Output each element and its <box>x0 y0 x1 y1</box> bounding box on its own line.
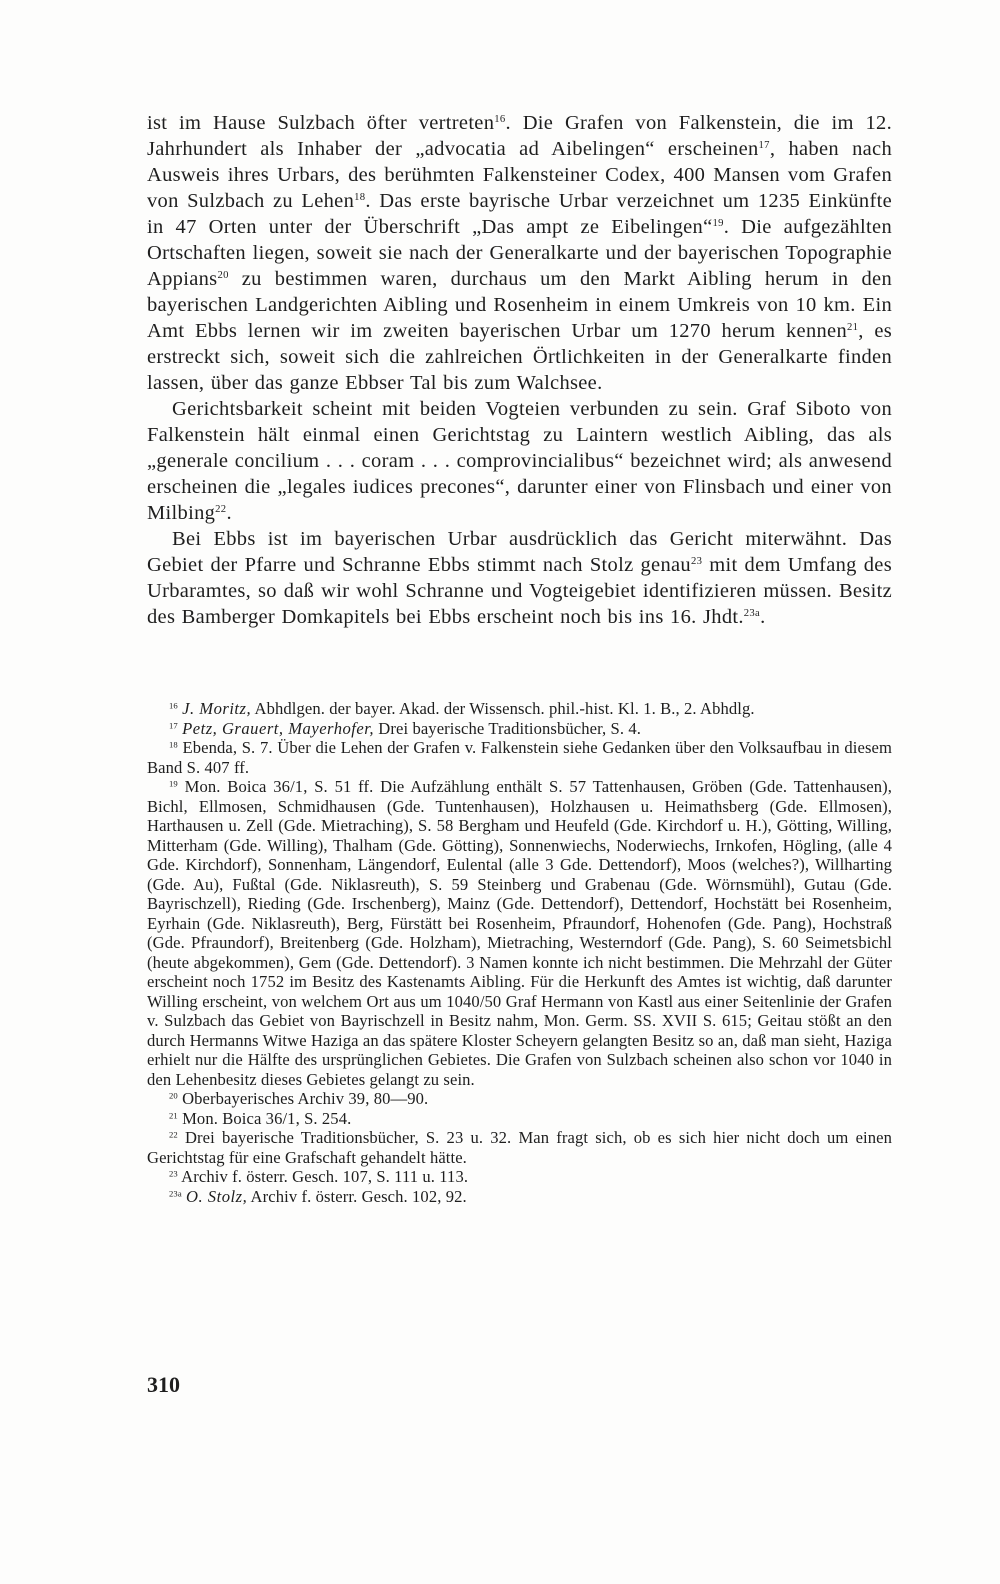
footnote-number: 16 <box>169 700 178 711</box>
text-run: , haben nach Ausweis ihres Urbars, des berühmten Falkensteiner Codex, 400 Mansen vom Grafen von Sulzbach zu Lehen <box>147 138 892 212</box>
footnote-text: Oberbayerisches Archiv 39, 80—90. <box>182 1089 429 1108</box>
footnote <box>147 699 892 719</box>
footnote-text: Abhdlgen. der bayer. Akad. der Wissensch. phil.-hist. Kl. 1. B., 2. Abhdlg. <box>251 699 755 718</box>
footnote-ref[interactable]: 16 <box>494 114 506 126</box>
footnote-ref[interactable]: 21 <box>847 322 859 334</box>
footnote <box>147 777 892 1089</box>
footnote-ref[interactable]: 22 <box>215 504 227 516</box>
footnotes <box>147 699 892 1206</box>
footnote <box>147 1128 892 1167</box>
footnote-ref[interactable]: 23 <box>690 556 703 568</box>
footnote-text: Drei bayerische Traditionsbücher, S. 4. <box>374 718 642 738</box>
page-number: 310 <box>147 1372 180 1397</box>
text-run: Gerichtsbarkeit scheint mit beiden Vogteien verbunden zu sein. Graf Siboto von Falkenstein hält einmal einen Gerichtstag zu Laintern westlich Aibling, das als „generale concilium . . . coram . . . comprovincialibus“ bezeichnet wird; als anwesend erscheinen die „legales iudices precones“, darunter einer von Flinsbach und einer von Milbing <box>147 398 892 524</box>
footnote-number: 23a <box>169 1187 182 1198</box>
footnote <box>147 1109 892 1129</box>
text-run: . Die Grafen von Falkenstein, die im 12. Jahrhundert als Inhaber der „advocatia ad Aibelingen“ erscheinen <box>147 112 892 160</box>
footnote <box>147 1187 892 1207</box>
footnote-text: Mon. Boica 36/1, S. 51 ff. Die Aufzählung enthält S. 57 Tattenhausen, Gröben (Gde. Tattenhausen), Bichl, Ellmosen, Schmidhausen (Gde. Tuntenhausen), Holzhausen u. Heimathsberg (Gde. Ellmosen), Harthausen u. Zell (Gde. Mietraching), S. 58 Bergham und Heufeld (Gde. Kirchdorf u. H.), Götting, Willing, Mitterham (Gde. Willing), Thalham (Gde. Götting), Sonnenwiechs, Noderwiechs, Irnkofen, Högling, (alle 4 Gde. Kirchdorf), Sonnenham, Längendorf, Eulental (alle 3 Gde. Dettendorf), Moos (welches?), Willharting (Gde. Au), Fußtal (Gde. Niklasreuth), S. 59 Steinberg und Grabenau (Gde. Wörnsmühl), Gutau (Gde. Bayrischzell), Rieding (Gde. Irschenberg), Mainz (Gde. Dettendorf), Dettendorf, Hochstätt bei Rosenheim, Eyrhain (Gde. Niklasreuth), Berg, Fürstätt bei Rosenheim, Pfraundorf, Hohenofen (Gde. Pang), Hochstraß (Gde. Pfraundorf), Breitenberg (Gde. Holzham), Mietraching, Westerndorf (Gde. Pang), S. 60 Seimetsbichl (heute abgekommen), Gem (Gde. Dettendorf). 3 Namen konnte ich nicht bestimmen. Die Mehrzahl der Güter erscheint noch 1752 im Besitz des Kastenamts Aibling. Für die Herkunft des Amtes ist wichtig, daß darunter Willing erscheint, von welchem Ort aus um 1040/50 Graf Hermann von Kastl aus einer Seitenlinie der Grafen v. Sulzbach das Gebiet von Bayrischzell in Besitz nahm, Mon. Germ. SS. XVII S. 615; Geitau stößt an den durch Hermanns Witwe Haziga an das spätere Kloster Scheyern gelangten Besitz so an, daß man sieht, Haziga erhielt nur die Hälfte des ursprünglichen Gebietes. Die Grafen von Sulzbach scheinen also schon vor 1040 in den Lehenbesitz dieses Gebietes gelangt zu sein. <box>147 777 893 1089</box>
footnote-number: 20 <box>169 1090 178 1101</box>
footnote-text: Mon. Boica 36/1, S. 254. <box>182 1108 352 1128</box>
author-name: J. Moritz, <box>182 699 252 718</box>
footnote-number: 19 <box>169 778 178 789</box>
author-name: Petz, Grauert, Mayerhofer, <box>182 718 375 738</box>
footnote-number: 21 <box>169 1109 178 1120</box>
footnote-text: Ebenda, S. 7. Über die Lehen der Grafen v. Falkenstein siehe Gedanken über den Volksaufbau in diesem Band S. 407 ff. <box>147 738 892 777</box>
footnote-ref[interactable]: 23a <box>743 608 761 620</box>
main-text <box>147 110 892 630</box>
paragraph <box>147 396 892 526</box>
footnote <box>147 738 892 777</box>
footnote-number: 18 <box>169 739 178 750</box>
footnote <box>147 719 892 739</box>
author-name: O. Stolz, <box>186 1186 248 1206</box>
text-run: , es erstreckt sich, soweit sich die zahlreichen Örtlichkeiten in der Generalkarte finden lassen, über das ganze Ebbser Tal bis zum Walchsee. <box>147 320 892 394</box>
text-run: . Das erste bayrische Urbar verzeichnet um 1235 Einkünfte in 47 Orten unter der Überschrift „Das ampt ze Eibelingen“ <box>147 190 892 238</box>
paragraph <box>147 526 892 630</box>
footnote-text: Archiv f. österr. Gesch. 102, 92. <box>247 1186 467 1206</box>
footnote-number: 23 <box>169 1168 178 1179</box>
footnote-ref[interactable]: 19 <box>712 218 724 230</box>
footnote-ref[interactable]: 18 <box>354 192 366 204</box>
footnote <box>147 1089 892 1109</box>
footnote-ref[interactable]: 17 <box>758 140 770 152</box>
text-run: mit dem Umfang des Urbaramtes, so daß wir wohl Schranne und Vogteigebiet identifizieren müssen. Besitz des Bamberger Domkapitels bei Ebbs erscheint noch bis ins 16. Jhdt. <box>147 554 892 628</box>
footnote-text: Archiv f. österr. Gesch. 107, S. 111 u. 113. <box>181 1167 469 1186</box>
footnote <box>147 1167 892 1187</box>
text-run: ist im Hause Sulzbach öfter vertreten <box>147 112 495 134</box>
text-run: . Die aufgezählten Ortschaften liegen, soweit sie nach der Generalkarte und der bayerischen Topographie Appians <box>147 216 892 290</box>
footnote-number: 17 <box>169 719 178 730</box>
text-run: Bei Ebbs ist im bayerischen Urbar ausdrücklich das Gericht miterwähnt. Das Gebiet der Pfarre und Schranne Ebbs stimmt nach Stolz genau <box>147 528 892 576</box>
paragraph <box>147 110 892 396</box>
text-run: zu bestimmen waren, durchaus um den Markt Aibling herum in den bayerischen Landgerichten Aibling und Rosenheim in einem Umkreis von 10 km. Ein Amt Ebbs lernen wir im zweiten bayerischen Urbar um 1270 herum kennen <box>147 268 892 342</box>
footnote-ref[interactable]: 20 <box>217 270 229 282</box>
footnote-number: 22 <box>169 1129 178 1140</box>
text-run: . <box>226 502 232 524</box>
footnote-text: Drei bayerische Traditionsbücher, S. 23 u. 32. Man fragt sich, ob es sich hier nicht doch um einen Gerichtstag für eine Grafschaft gehandelt hätte. <box>147 1128 893 1167</box>
text-run: . <box>760 606 766 628</box>
